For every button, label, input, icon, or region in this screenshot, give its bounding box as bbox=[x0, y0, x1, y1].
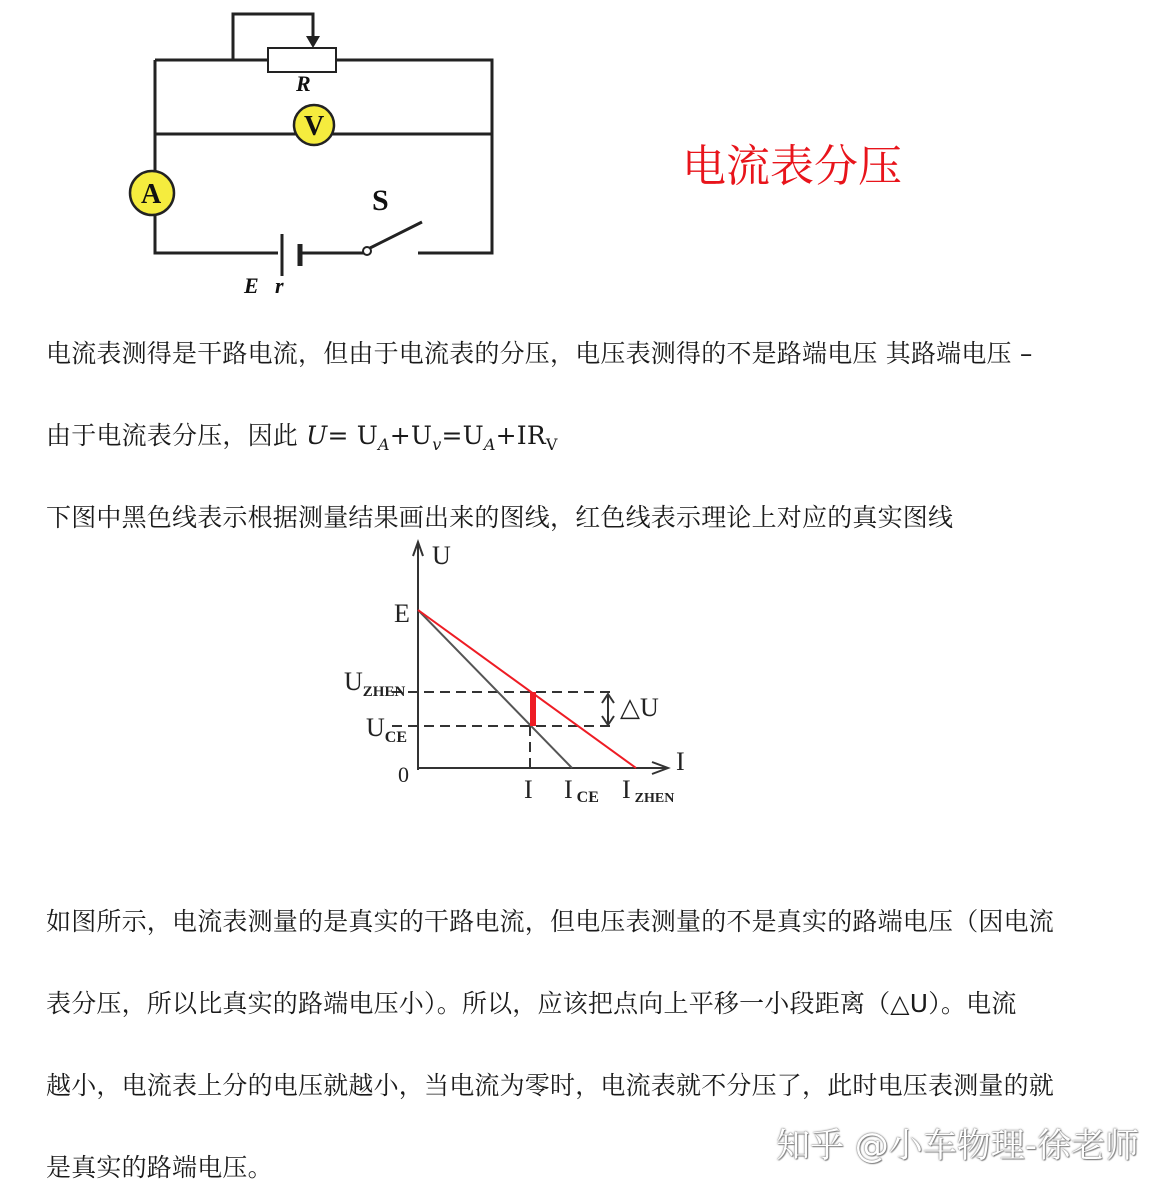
emf-label: E bbox=[394, 599, 410, 628]
formula-sub-a2: A bbox=[483, 435, 496, 454]
formula-plus1: +U bbox=[389, 421, 433, 450]
axis-x-label: I bbox=[676, 747, 685, 776]
origin-label: 0 bbox=[398, 762, 409, 787]
true-line bbox=[418, 610, 636, 768]
paragraph-line-5: 表分压，所以比真实的路端电压小）。所以，应该把点向上平移一小段距离（△U）。电流 bbox=[46, 989, 1017, 1018]
switch-label: S bbox=[372, 184, 389, 217]
section-title: 电流表分压 bbox=[682, 141, 902, 192]
ui-graph bbox=[330, 530, 710, 820]
circuit-diagram bbox=[120, 8, 520, 308]
paragraph-line-2-prefix: 由于电流表分压，因此 bbox=[46, 421, 307, 450]
delta-u-label: △U bbox=[620, 693, 659, 722]
i-ce-label: ICE bbox=[564, 775, 599, 806]
formula-eq2: =U bbox=[441, 421, 484, 450]
i-zhen-label: IZHEN bbox=[622, 775, 675, 806]
paragraph-line-7: 是真实的路端电压。 bbox=[46, 1153, 273, 1182]
formula bbox=[306, 421, 558, 454]
formula-sub-v2: V bbox=[545, 435, 558, 454]
u-ce-label: $U_{CE}$ bbox=[366, 713, 408, 746]
formula-plus2: +IR bbox=[495, 421, 546, 450]
battery-label-e: E bbox=[244, 273, 259, 298]
paragraph-line-6: 越小，电流表上分的电压就越小，当电流为零时，电流表就不分压了，此时电压表测量的就 bbox=[46, 1071, 1055, 1100]
axis-y-label: U bbox=[432, 541, 451, 570]
watermark: 知乎 @小车物理-徐老师 bbox=[776, 1126, 1140, 1166]
battery-label-r: r bbox=[275, 273, 284, 298]
paragraph-line-1: 电流表测得是干路电流，但由于电流表的分压，电压表测得的不是路端电压 其路端电压 – bbox=[46, 339, 1033, 368]
paragraph-line-3: 下图中黑色线表示根据测量结果画出来的图线，红色线表示理论上对应的真实图线 bbox=[46, 503, 954, 532]
u-zhen-label: $U_{ZHEN}$ bbox=[344, 667, 406, 700]
paragraph-line-4: 如图所示，电流表测量的是真实的干路电流，但电压表测量的不是真实的路端电压（因电流 bbox=[46, 907, 1055, 936]
switch-pivot-icon bbox=[363, 247, 371, 255]
formula-sub-v: v bbox=[432, 435, 442, 454]
ammeter-label: A bbox=[141, 179, 162, 210]
paragraph-line-2 bbox=[46, 416, 1136, 454]
measured-line bbox=[418, 610, 572, 768]
formula-u: U bbox=[306, 421, 328, 450]
i-label: I bbox=[524, 775, 533, 804]
formula-eq1: = U bbox=[327, 421, 379, 450]
voltmeter-label: V bbox=[304, 111, 325, 142]
formula-sub-a1: A bbox=[378, 435, 390, 454]
resistor-label: R bbox=[296, 71, 311, 96]
